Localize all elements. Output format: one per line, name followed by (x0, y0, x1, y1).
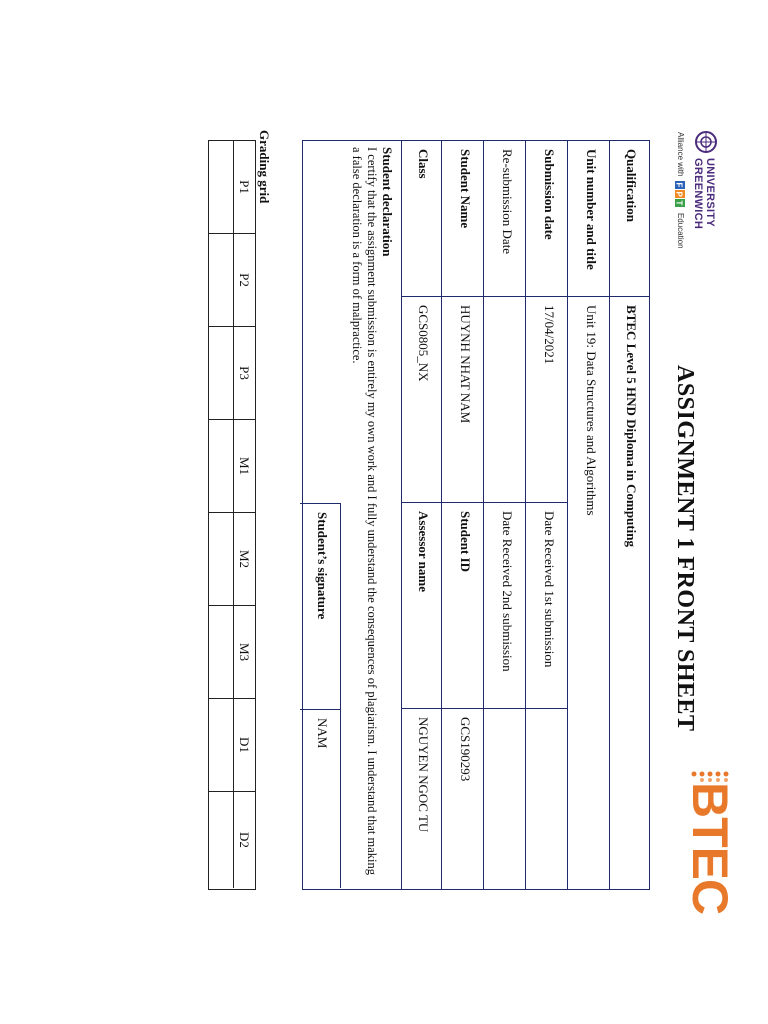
assessor-name-value: NGUYEN NGOC TU (416, 717, 431, 833)
unit-row (567, 141, 609, 889)
grade-cell-m2 (209, 513, 233, 606)
grade-cell-m3 (209, 606, 233, 699)
university-name-line1: UNIVERSITY (704, 158, 716, 228)
student-name-value: HUYNH NHAT NAM (442, 297, 483, 503)
resubmission-date-label: Re-submission Date (484, 141, 525, 297)
svg-text:F: F (674, 182, 684, 188)
grade-cell-p2 (209, 234, 233, 327)
signature-value: NAM (315, 718, 330, 749)
assessor-name-label: Assessor name (402, 503, 441, 709)
resubmission-row (483, 141, 525, 889)
svg-text:T: T (674, 200, 684, 206)
alliance-prefix: Alliance with (675, 132, 685, 177)
grading-grid (208, 140, 256, 890)
student-id-value: GCS190293 (458, 717, 473, 782)
grade-cell-d2 (209, 792, 233, 888)
date-received-2-value (484, 709, 525, 887)
unit-value: Unit 19: Data Structures and Algorithms (584, 305, 599, 516)
grade-cell-d1 (209, 699, 233, 792)
grade-header-m1: M1 (233, 420, 255, 513)
qualification-value: BTEC Level 5 HND Diploma in Computing (624, 305, 639, 547)
alliance-suffix: Education (675, 212, 685, 249)
resubmission-date-value (484, 297, 525, 503)
grade-cell-m1 (209, 420, 233, 513)
grading-grid-title: Grading grid (257, 130, 272, 204)
university-name-line2: GREENWICH (692, 158, 704, 230)
submission-row (525, 141, 567, 889)
grade-cell-p1 (209, 141, 233, 234)
page-title: ASSIGNMENT 1 FRONT SHEET (672, 365, 698, 732)
student-declaration (341, 141, 401, 889)
grade-header-p3: P3 (233, 327, 255, 420)
alliance-text (674, 132, 686, 249)
btec-wordmark: BTEC (682, 782, 738, 915)
qualification-row (609, 141, 649, 889)
date-received-1-label: Date Received 1st submission (526, 503, 567, 709)
grade-header-m2: M2 (233, 513, 255, 606)
fpt-logo-icon (674, 181, 686, 209)
class-label: Class (402, 141, 441, 297)
submission-date-value: 17/04/2021 (526, 297, 567, 503)
grade-header-d1: D1 (233, 699, 255, 792)
unit-label: Unit number and title (568, 141, 609, 297)
btec-logo (678, 770, 738, 920)
submission-date-label: Submission date (526, 141, 567, 297)
grade-header-p1: P1 (233, 141, 255, 234)
grade-header-m3: M3 (233, 606, 255, 699)
signature-label: Student’s signature (300, 504, 340, 710)
svg-text:P: P (674, 191, 684, 197)
student-id-label: Student ID (442, 503, 483, 709)
grade-cell-p3 (209, 327, 233, 420)
class-value: GCS0805_NX (402, 297, 441, 503)
university-crest-icon (694, 130, 718, 154)
student-row (441, 141, 483, 889)
grade-header-d2: D2 (233, 792, 255, 888)
university-logo (668, 130, 718, 249)
signature-row (300, 503, 341, 888)
date-received-2-label: Date Received 2nd submission (484, 503, 525, 709)
declaration-title: Student declaration (380, 147, 395, 257)
grade-header-p2: P2 (233, 234, 255, 327)
class-row (401, 141, 441, 889)
declaration-text: I certify that the assignment submission is entirely my own work and I fully understand the consequences of plagiarism. I understand that making a false declaration is a form of malpractice. (350, 147, 379, 875)
student-name-label: Student Name (442, 141, 483, 297)
date-received-1-value (526, 709, 567, 887)
qualification-label: Qualification (610, 141, 649, 297)
front-sheet-table (302, 140, 650, 890)
